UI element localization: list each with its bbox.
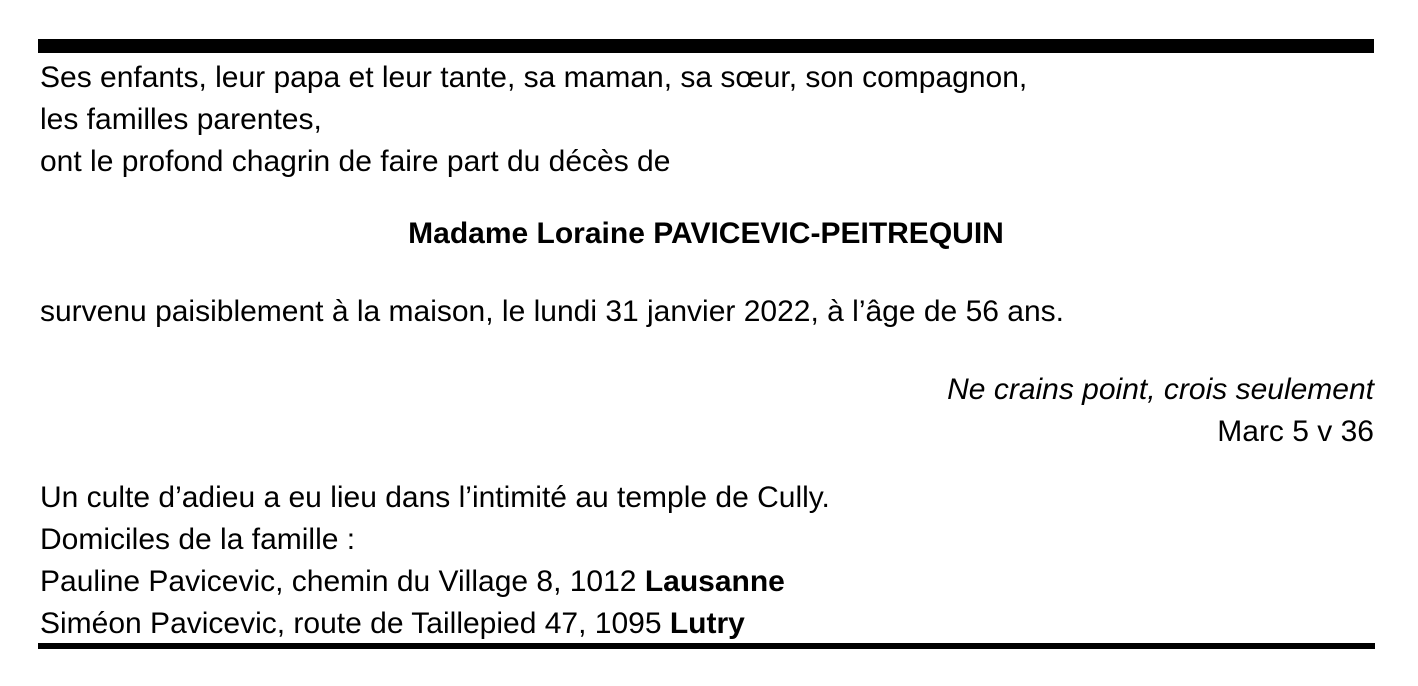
ceremony-line: Un culte d’adieu a eu lieu dans l’intimité au temple de Cully. [40,481,830,514]
address-line [40,603,1376,645]
address-city: Lutry [669,607,745,640]
intro-line: ont le profond chagrin de faire part du décès de [40,145,671,178]
death-details-line: survenu paisiblement à la maison, le lundi 31 janvier 2022, à l’âge de 56 ans. [40,295,1064,328]
scripture-quote-block [38,369,1374,453]
bottom-rule [38,643,1375,649]
address-text: Pauline Pavicevic, chemin du Village 8, 1012 [40,565,645,598]
closing-paragraph [40,477,1376,645]
address-city: Lausanne [644,565,785,598]
scripture-quote: Ne crains point, crois seulement [947,373,1374,406]
domiciles-label: Domiciles de la famille : [40,523,356,556]
deceased-name: Madame Loraine PAVICEVIC-PEITREQUIN [408,217,1004,250]
address-text: Siméon Pavicevic, route de Taillepied 47, 1095 [40,607,670,640]
address-line [40,561,1376,603]
intro-line: Ses enfants, leur papa et leur tante, sa maman, sa sœur, son compagnon, [40,61,1028,94]
scripture-reference: Marc 5 v 36 [1217,415,1374,448]
intro-paragraph [40,57,1376,183]
intro-line: les familles parentes, [40,103,322,136]
top-rule [38,39,1374,53]
